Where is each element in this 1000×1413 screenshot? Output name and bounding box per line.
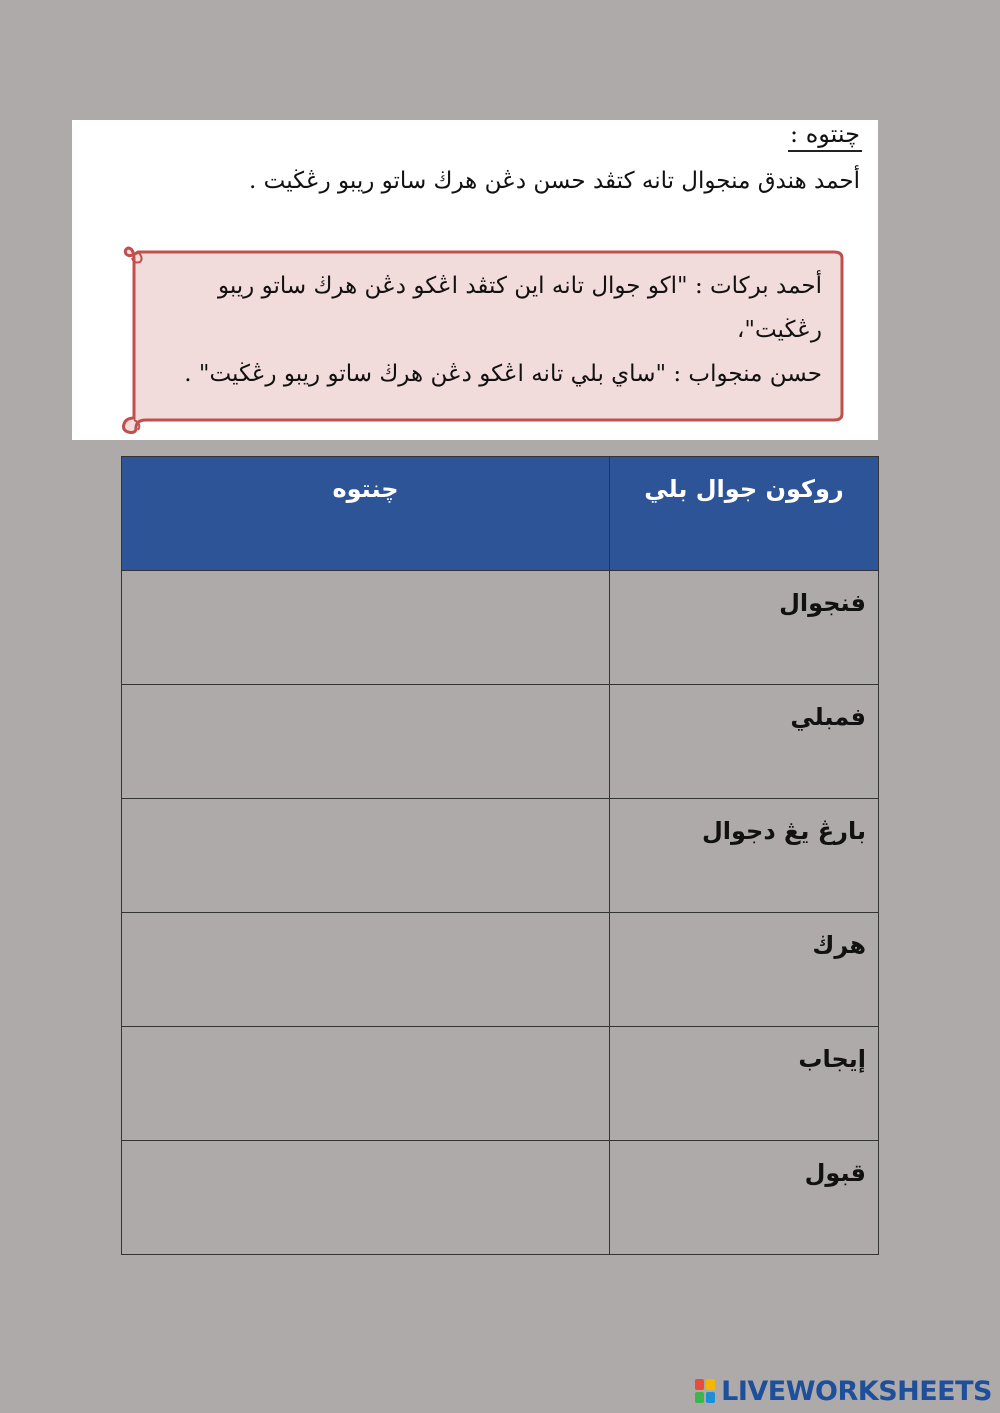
header-pillar: روكون جوال بلي bbox=[610, 457, 879, 571]
answer-table bbox=[121, 456, 879, 1255]
table-row bbox=[122, 685, 879, 799]
table-row bbox=[122, 1027, 879, 1141]
answer-input-cell[interactable] bbox=[122, 685, 610, 799]
row-label: قبول bbox=[610, 1141, 879, 1255]
watermark-text: LIVEWORKSHEETS bbox=[721, 1376, 992, 1407]
table-header-row bbox=[122, 457, 879, 571]
table-row bbox=[122, 799, 879, 913]
table-row bbox=[122, 571, 879, 685]
example-box bbox=[72, 120, 878, 440]
row-label: بارڠ يڠ دجوال bbox=[610, 799, 879, 913]
row-label: فمبلي bbox=[610, 685, 879, 799]
answer-input-cell[interactable] bbox=[122, 913, 610, 1027]
row-label: إيجاب bbox=[610, 1027, 879, 1141]
answer-input-cell[interactable] bbox=[122, 1027, 610, 1141]
answer-input-cell[interactable] bbox=[122, 799, 610, 913]
header-example: چنتوه bbox=[122, 457, 610, 571]
liveworksheets-logo-icon bbox=[695, 1379, 717, 1405]
answer-input-cell[interactable] bbox=[122, 571, 610, 685]
answer-input-cell[interactable] bbox=[122, 1141, 610, 1255]
watermark bbox=[695, 1376, 992, 1407]
dialogue-scroll bbox=[122, 244, 844, 434]
row-label: هرڬ bbox=[610, 913, 879, 1027]
table-row bbox=[122, 1141, 879, 1255]
example-sentence: أحمد هندق منجوال تانه كتڤد حسن دڠن هرڬ ساتو ريبو رڠڬيت . bbox=[249, 168, 860, 194]
example-heading: چنتوه : bbox=[788, 120, 862, 152]
table-row bbox=[122, 913, 879, 1027]
dialogue-line-buyer: حسن منجواب : "ساي بلي تانه اڠكو دڠن هرڬ ساتو ريبو رڠڬيت" . bbox=[184, 361, 822, 387]
row-label: فنجوال bbox=[610, 571, 879, 685]
dialogue-text bbox=[142, 264, 822, 396]
dialogue-line-seller: أحمد بركات : "اكو جوال تانه اين كتڤد اڠكو دڠن هرڬ ساتو ريبو رڠڬيت"، bbox=[217, 273, 822, 343]
